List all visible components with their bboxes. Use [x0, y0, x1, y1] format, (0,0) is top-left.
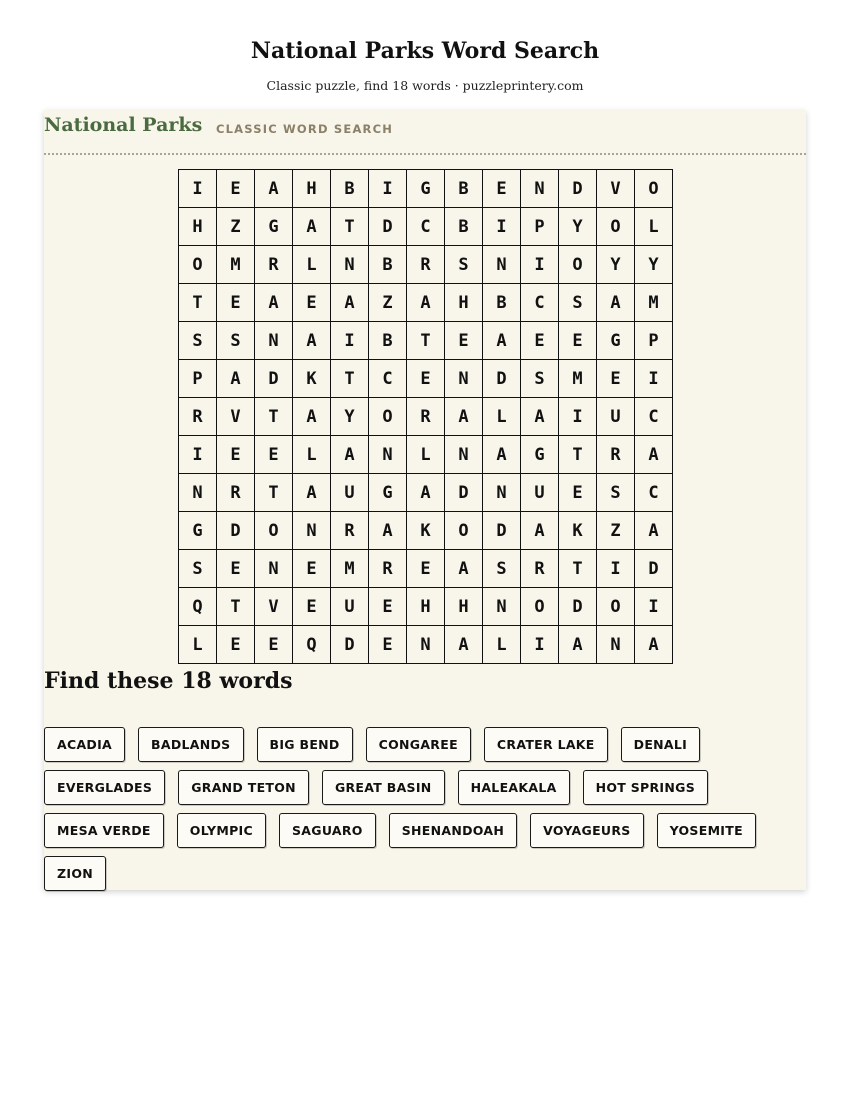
- grid-cell[interactable]: O: [559, 246, 597, 284]
- grid-cell[interactable]: A: [331, 284, 369, 322]
- grid-cell[interactable]: E: [369, 588, 407, 626]
- grid-cell[interactable]: T: [407, 322, 445, 360]
- word-chip[interactable]: CRATER LAKE: [484, 727, 608, 762]
- grid-cell[interactable]: N: [293, 512, 331, 550]
- grid-cell[interactable]: I: [521, 626, 559, 664]
- grid-cell[interactable]: O: [369, 398, 407, 436]
- word-list-heading: Find these 18 words: [44, 668, 293, 694]
- grid-cell[interactable]: E: [445, 322, 483, 360]
- grid-cell[interactable]: Q: [179, 588, 217, 626]
- grid-cell[interactable]: T: [255, 474, 293, 512]
- grid-cell[interactable]: L: [293, 246, 331, 284]
- grid-cell[interactable]: S: [597, 474, 635, 512]
- grid-cell[interactable]: H: [179, 208, 217, 246]
- word-chip[interactable]: SHENANDOAH: [389, 813, 517, 848]
- grid-cell[interactable]: R: [521, 550, 559, 588]
- grid-cell[interactable]: I: [483, 208, 521, 246]
- grid-cell[interactable]: G: [179, 512, 217, 550]
- grid-cell[interactable]: A: [483, 322, 521, 360]
- grid-cell[interactable]: A: [293, 208, 331, 246]
- grid-cell[interactable]: E: [407, 360, 445, 398]
- grid-cell[interactable]: A: [445, 550, 483, 588]
- grid-cell[interactable]: V: [597, 170, 635, 208]
- grid-cell[interactable]: O: [521, 588, 559, 626]
- grid-cell[interactable]: N: [407, 626, 445, 664]
- grid-cell[interactable]: C: [635, 398, 673, 436]
- grid-cell[interactable]: A: [445, 398, 483, 436]
- grid-cell[interactable]: N: [483, 474, 521, 512]
- grid-cell[interactable]: S: [483, 550, 521, 588]
- grid-cell[interactable]: T: [179, 284, 217, 322]
- grid-cell[interactable]: A: [597, 284, 635, 322]
- grid-cell[interactable]: L: [407, 436, 445, 474]
- grid-cell[interactable]: D: [559, 170, 597, 208]
- word-chip[interactable]: CONGAREE: [366, 727, 471, 762]
- grid-cell[interactable]: D: [255, 360, 293, 398]
- grid-cell[interactable]: B: [445, 208, 483, 246]
- grid-cell[interactable]: A: [635, 512, 673, 550]
- grid-cell[interactable]: S: [179, 550, 217, 588]
- grid-cell[interactable]: I: [635, 588, 673, 626]
- grid-cell[interactable]: T: [331, 208, 369, 246]
- grid-cell[interactable]: Z: [217, 208, 255, 246]
- word-bank: [44, 727, 806, 891]
- grid-cell[interactable]: E: [293, 588, 331, 626]
- grid-cell[interactable]: B: [369, 246, 407, 284]
- grid-cell[interactable]: O: [597, 588, 635, 626]
- grid-cell[interactable]: D: [559, 588, 597, 626]
- grid-cell[interactable]: A: [559, 626, 597, 664]
- grid-cell[interactable]: A: [217, 360, 255, 398]
- grid-cell[interactable]: L: [179, 626, 217, 664]
- grid-cell[interactable]: H: [293, 170, 331, 208]
- grid-cell[interactable]: L: [483, 626, 521, 664]
- grid-cell[interactable]: E: [293, 284, 331, 322]
- grid-cell[interactable]: A: [445, 626, 483, 664]
- letter-grid: [178, 169, 673, 664]
- word-chip[interactable]: BIG BEND: [257, 727, 353, 762]
- grid-cell[interactable]: H: [407, 588, 445, 626]
- grid-cell[interactable]: R: [255, 246, 293, 284]
- grid-cell[interactable]: N: [483, 588, 521, 626]
- grid-cell[interactable]: N: [483, 246, 521, 284]
- grid-cell[interactable]: I: [521, 246, 559, 284]
- grid-cell[interactable]: R: [369, 550, 407, 588]
- grid-cell[interactable]: E: [255, 436, 293, 474]
- grid-cell[interactable]: A: [407, 474, 445, 512]
- grid-cell[interactable]: E: [407, 550, 445, 588]
- word-chip[interactable]: BADLANDS: [138, 727, 243, 762]
- grid-cell[interactable]: L: [293, 436, 331, 474]
- grid-cell[interactable]: E: [217, 170, 255, 208]
- word-chip[interactable]: ZION: [44, 856, 106, 891]
- grid-cell[interactable]: R: [407, 246, 445, 284]
- panel-title: National Parks: [44, 114, 203, 136]
- grid-cell[interactable]: U: [597, 398, 635, 436]
- grid-cell[interactable]: Y: [597, 246, 635, 284]
- grid-cell[interactable]: C: [521, 284, 559, 322]
- grid-cell[interactable]: S: [217, 322, 255, 360]
- grid-cell[interactable]: N: [445, 360, 483, 398]
- word-chip[interactable]: SAGUARO: [279, 813, 376, 848]
- grid-cell[interactable]: N: [255, 550, 293, 588]
- word-chip[interactable]: EVERGLADES: [44, 770, 165, 805]
- word-chip[interactable]: GREAT BASIN: [322, 770, 445, 805]
- grid-cell[interactable]: C: [407, 208, 445, 246]
- grid-cell[interactable]: O: [445, 512, 483, 550]
- grid-cell[interactable]: C: [369, 360, 407, 398]
- grid-cell[interactable]: E: [559, 474, 597, 512]
- grid-cell[interactable]: A: [369, 512, 407, 550]
- grid-cell[interactable]: A: [635, 436, 673, 474]
- grid-cell[interactable]: A: [407, 284, 445, 322]
- grid-cell[interactable]: A: [635, 626, 673, 664]
- grid-cell[interactable]: D: [483, 360, 521, 398]
- grid-cell[interactable]: S: [521, 360, 559, 398]
- grid-cell[interactable]: I: [179, 170, 217, 208]
- grid-cell[interactable]: D: [445, 474, 483, 512]
- grid-cell[interactable]: Y: [635, 246, 673, 284]
- grid-cell[interactable]: S: [179, 322, 217, 360]
- grid-cell[interactable]: E: [369, 626, 407, 664]
- grid-cell[interactable]: N: [331, 246, 369, 284]
- grid-cell[interactable]: E: [217, 550, 255, 588]
- grid-cell[interactable]: V: [217, 398, 255, 436]
- grid-cell[interactable]: E: [483, 170, 521, 208]
- grid-cell[interactable]: N: [521, 170, 559, 208]
- grid-cell[interactable]: T: [217, 588, 255, 626]
- grid-cell[interactable]: A: [293, 322, 331, 360]
- grid-cell[interactable]: G: [255, 208, 293, 246]
- grid-cell[interactable]: D: [483, 512, 521, 550]
- grid-cell[interactable]: U: [331, 588, 369, 626]
- grid-cell[interactable]: O: [255, 512, 293, 550]
- grid-cell[interactable]: L: [483, 398, 521, 436]
- page-title: National Parks Word Search: [250, 38, 600, 64]
- grid-cell[interactable]: I: [559, 398, 597, 436]
- grid-cell[interactable]: A: [255, 284, 293, 322]
- grid-cell[interactable]: Z: [369, 284, 407, 322]
- grid-cell[interactable]: R: [217, 474, 255, 512]
- grid-cell[interactable]: D: [217, 512, 255, 550]
- grid-cell[interactable]: G: [521, 436, 559, 474]
- grid-cell[interactable]: R: [179, 398, 217, 436]
- grid-cell[interactable]: A: [293, 398, 331, 436]
- grid-cell[interactable]: P: [635, 322, 673, 360]
- grid-cell[interactable]: O: [179, 246, 217, 284]
- grid-cell[interactable]: B: [483, 284, 521, 322]
- grid-cell[interactable]: T: [255, 398, 293, 436]
- grid-cell[interactable]: E: [255, 626, 293, 664]
- grid-cell[interactable]: A: [293, 474, 331, 512]
- grid-cell[interactable]: E: [217, 626, 255, 664]
- puzzle-panel: [44, 110, 806, 890]
- grid-cell[interactable]: T: [331, 360, 369, 398]
- grid-cell[interactable]: B: [445, 170, 483, 208]
- grid-cell[interactable]: S: [559, 284, 597, 322]
- grid-cell[interactable]: T: [559, 436, 597, 474]
- word-chip[interactable]: VOYAGEURS: [530, 813, 643, 848]
- grid-cell[interactable]: N: [255, 322, 293, 360]
- panel-header: [44, 114, 806, 154]
- grid-cell[interactable]: P: [521, 208, 559, 246]
- grid-cell[interactable]: N: [179, 474, 217, 512]
- word-chip[interactable]: YOSEMITE: [657, 813, 756, 848]
- grid-cell[interactable]: E: [597, 360, 635, 398]
- grid-cell[interactable]: P: [179, 360, 217, 398]
- grid-cell[interactable]: D: [369, 208, 407, 246]
- grid-cell[interactable]: U: [331, 474, 369, 512]
- grid-cell[interactable]: M: [635, 284, 673, 322]
- grid-cell[interactable]: I: [179, 436, 217, 474]
- grid-cell[interactable]: M: [331, 550, 369, 588]
- grid-cell[interactable]: M: [559, 360, 597, 398]
- word-chip[interactable]: DENALI: [621, 727, 700, 762]
- grid-cell[interactable]: I: [635, 360, 673, 398]
- grid-cell[interactable]: E: [217, 284, 255, 322]
- grid-cell[interactable]: K: [407, 512, 445, 550]
- grid-cell[interactable]: E: [293, 550, 331, 588]
- grid-cell[interactable]: N: [369, 436, 407, 474]
- page-subtitle: Classic puzzle, find 18 words · puzzleprintery.com: [266, 78, 584, 93]
- grid-cell[interactable]: K: [293, 360, 331, 398]
- grid-cell[interactable]: Q: [293, 626, 331, 664]
- grid-cell[interactable]: A: [521, 512, 559, 550]
- grid-cell[interactable]: R: [407, 398, 445, 436]
- grid-cell[interactable]: G: [407, 170, 445, 208]
- grid-cell[interactable]: A: [521, 398, 559, 436]
- grid-cell[interactable]: E: [559, 322, 597, 360]
- grid-cell[interactable]: U: [521, 474, 559, 512]
- grid-cell[interactable]: N: [445, 436, 483, 474]
- grid-cell[interactable]: O: [635, 170, 673, 208]
- grid-cell[interactable]: Z: [597, 512, 635, 550]
- word-chip[interactable]: HOT SPRINGS: [583, 770, 708, 805]
- grid-cell[interactable]: S: [445, 246, 483, 284]
- grid-cell[interactable]: I: [331, 322, 369, 360]
- grid-cell[interactable]: C: [635, 474, 673, 512]
- grid-cell[interactable]: D: [331, 626, 369, 664]
- grid-cell[interactable]: D: [635, 550, 673, 588]
- grid-cell[interactable]: R: [597, 436, 635, 474]
- grid-cell[interactable]: V: [255, 588, 293, 626]
- grid-cell[interactable]: H: [445, 284, 483, 322]
- grid-cell[interactable]: L: [635, 208, 673, 246]
- grid-cell[interactable]: I: [597, 550, 635, 588]
- grid-cell[interactable]: A: [483, 436, 521, 474]
- grid-cell[interactable]: M: [217, 246, 255, 284]
- grid-cell[interactable]: Y: [559, 208, 597, 246]
- grid-cell[interactable]: O: [597, 208, 635, 246]
- word-chip[interactable]: ACADIA: [44, 727, 125, 762]
- grid-cell[interactable]: A: [255, 170, 293, 208]
- grid-cell[interactable]: Y: [331, 398, 369, 436]
- grid-cell[interactable]: E: [217, 436, 255, 474]
- word-chip[interactable]: OLYMPIC: [177, 813, 266, 848]
- grid-cell[interactable]: G: [369, 474, 407, 512]
- grid-cell[interactable]: I: [369, 170, 407, 208]
- grid-cell[interactable]: B: [369, 322, 407, 360]
- grid-cell[interactable]: H: [445, 588, 483, 626]
- word-chip[interactable]: HALEAKALA: [458, 770, 570, 805]
- dotted-divider: [44, 153, 806, 155]
- panel-tag: CLASSIC WORD SEARCH: [216, 122, 394, 136]
- grid-cell[interactable]: T: [559, 550, 597, 588]
- grid-cell[interactable]: A: [331, 436, 369, 474]
- word-chip[interactable]: GRAND TETON: [178, 770, 309, 805]
- grid-cell[interactable]: N: [597, 626, 635, 664]
- grid-cell[interactable]: E: [521, 322, 559, 360]
- grid-cell[interactable]: R: [331, 512, 369, 550]
- grid-cell[interactable]: K: [559, 512, 597, 550]
- grid-cell[interactable]: G: [597, 322, 635, 360]
- grid-cell[interactable]: B: [331, 170, 369, 208]
- word-chip[interactable]: MESA VERDE: [44, 813, 164, 848]
